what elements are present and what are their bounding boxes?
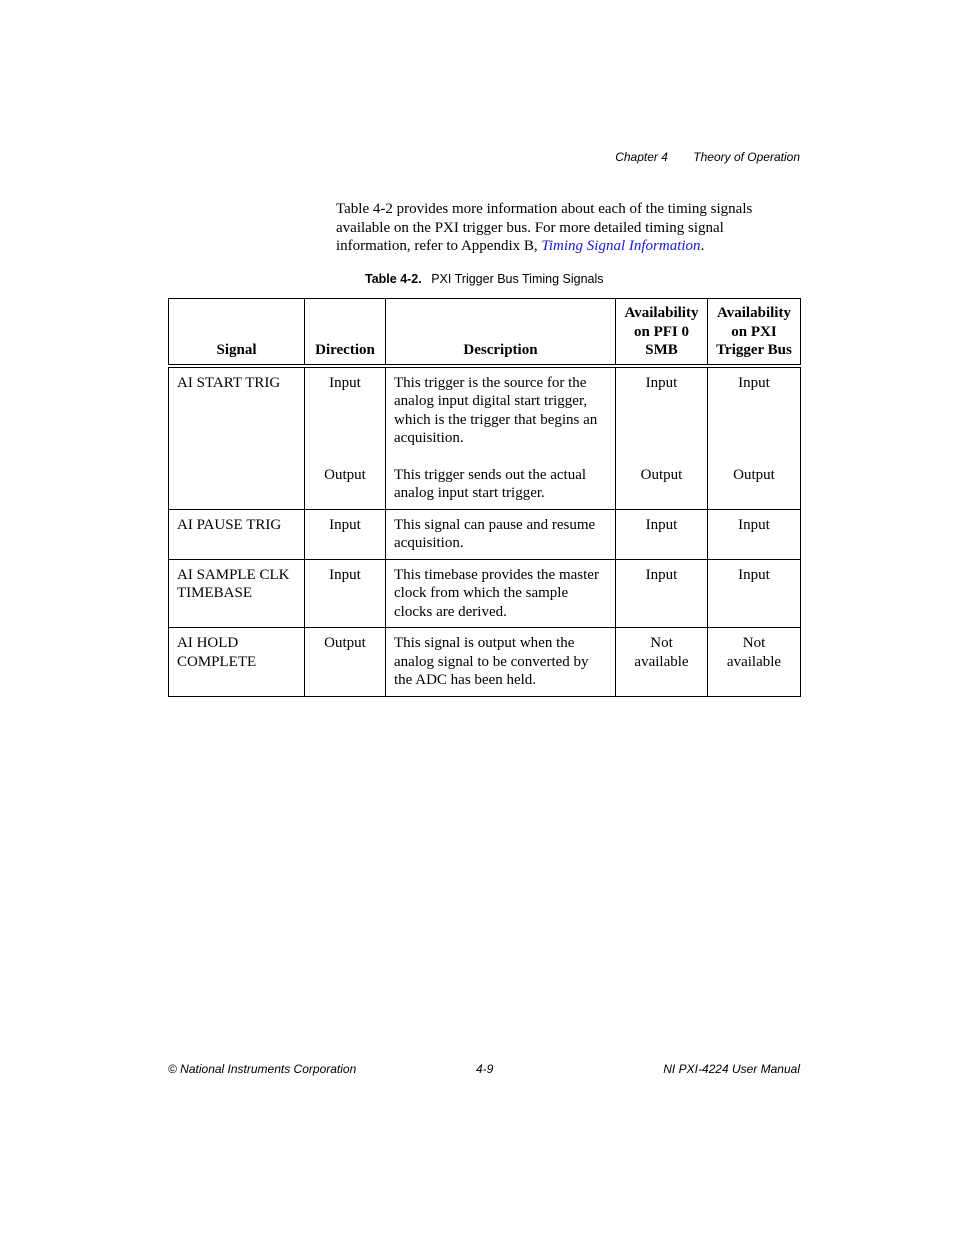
header-pfi0-line: SMB <box>645 342 678 358</box>
header-availability-pxi <box>708 299 801 366</box>
header-availability-pfi0 <box>616 299 708 366</box>
intro-paragraph <box>336 200 786 256</box>
pxi-line: available <box>726 653 782 670</box>
cell-pxi: Input <box>708 559 801 628</box>
pxi-output: Output <box>733 467 775 483</box>
header-description: Description <box>386 299 616 366</box>
cell-description <box>386 366 616 510</box>
chapter-title: Theory of Operation <box>693 150 800 164</box>
spacer <box>313 392 377 466</box>
table-caption <box>365 272 604 286</box>
running-header <box>615 150 800 164</box>
header-signal: Signal <box>169 299 305 366</box>
header-pfi0-line: Availability <box>624 305 699 321</box>
direction-input: Input <box>329 374 361 391</box>
signal-line: COMPLETE <box>177 653 257 670</box>
pxi-line: Not <box>742 635 766 651</box>
footer-copyright: © National Instruments Corporation <box>168 1062 357 1076</box>
pfi0-input: Input <box>645 374 678 391</box>
signal-line: AI HOLD <box>177 635 239 651</box>
intro-text: Table 4-2 provides more information about each of the timing signals available on the PXI trigger bus. For more detailed timing signal information, refer to Appendix B, <box>336 201 753 254</box>
table-caption-title: PXI Trigger Bus Timing Signals <box>431 272 604 286</box>
pfi0-output: Output <box>640 467 683 483</box>
cell-pfi0: Input <box>616 509 708 559</box>
table-header-row <box>169 299 801 366</box>
intro-text-end: . <box>700 238 705 254</box>
spacer <box>716 392 792 466</box>
cell-description: This timebase provides the master clock from which the sample clocks are derived. <box>386 559 616 628</box>
cell-signal: AI PAUSE TRIG <box>169 509 305 559</box>
cell-pfi0 <box>616 366 708 510</box>
cell-direction: Input <box>305 559 386 628</box>
pxi-input: Input <box>738 374 770 391</box>
table-row <box>169 559 801 628</box>
table-row <box>169 366 801 510</box>
footer-page-number: 4-9 <box>476 1062 494 1076</box>
cell-signal <box>169 628 305 697</box>
header-pxi-line: Trigger Bus <box>716 342 792 358</box>
pfi0-line: available <box>634 653 689 670</box>
cell-signal: AI START TRIG <box>169 366 305 510</box>
cell-direction: Output <box>305 628 386 697</box>
table-caption-label: Table 4-2. <box>365 272 422 286</box>
cell-pxi <box>708 366 801 510</box>
chapter-label: Chapter 4 <box>615 150 668 164</box>
footer-manual-title: NI PXI-4224 User Manual <box>663 1062 800 1076</box>
spacer <box>624 392 699 466</box>
signal-line: TIMEBASE <box>177 585 252 601</box>
direction-output: Output <box>324 467 366 483</box>
cell-direction: Input <box>305 509 386 559</box>
header-pfi0-line: on PFI 0 <box>633 323 689 340</box>
header-pxi-line: Availability <box>717 305 791 321</box>
spacer <box>394 448 607 466</box>
pfi0-line: Not <box>650 635 673 651</box>
signal-line: AI SAMPLE CLK <box>177 566 290 583</box>
cell-description: This signal is output when the analog signal to be converted by the ADC has been held. <box>386 628 616 697</box>
table-row <box>169 509 801 559</box>
table-row <box>169 628 801 697</box>
cell-signal <box>169 559 305 628</box>
timing-signals-table <box>168 298 801 697</box>
header-direction: Direction <box>305 299 386 366</box>
description-output: This trigger sends out the actual analog input start trigger. <box>394 466 587 501</box>
cell-pfi0 <box>616 628 708 697</box>
cell-direction <box>305 366 386 510</box>
cell-pxi: Input <box>708 509 801 559</box>
description-input: This trigger is the source for the analog input digital start trigger, which is the trigger that begins an acquisition. <box>394 374 598 446</box>
header-pxi-line: on PXI <box>731 323 777 340</box>
cell-description: This signal can pause and resume acquisition. <box>386 509 616 559</box>
timing-signal-information-link[interactable]: Timing Signal Information <box>541 238 701 254</box>
cell-pfi0: Input <box>616 559 708 628</box>
cell-pxi <box>708 628 801 697</box>
